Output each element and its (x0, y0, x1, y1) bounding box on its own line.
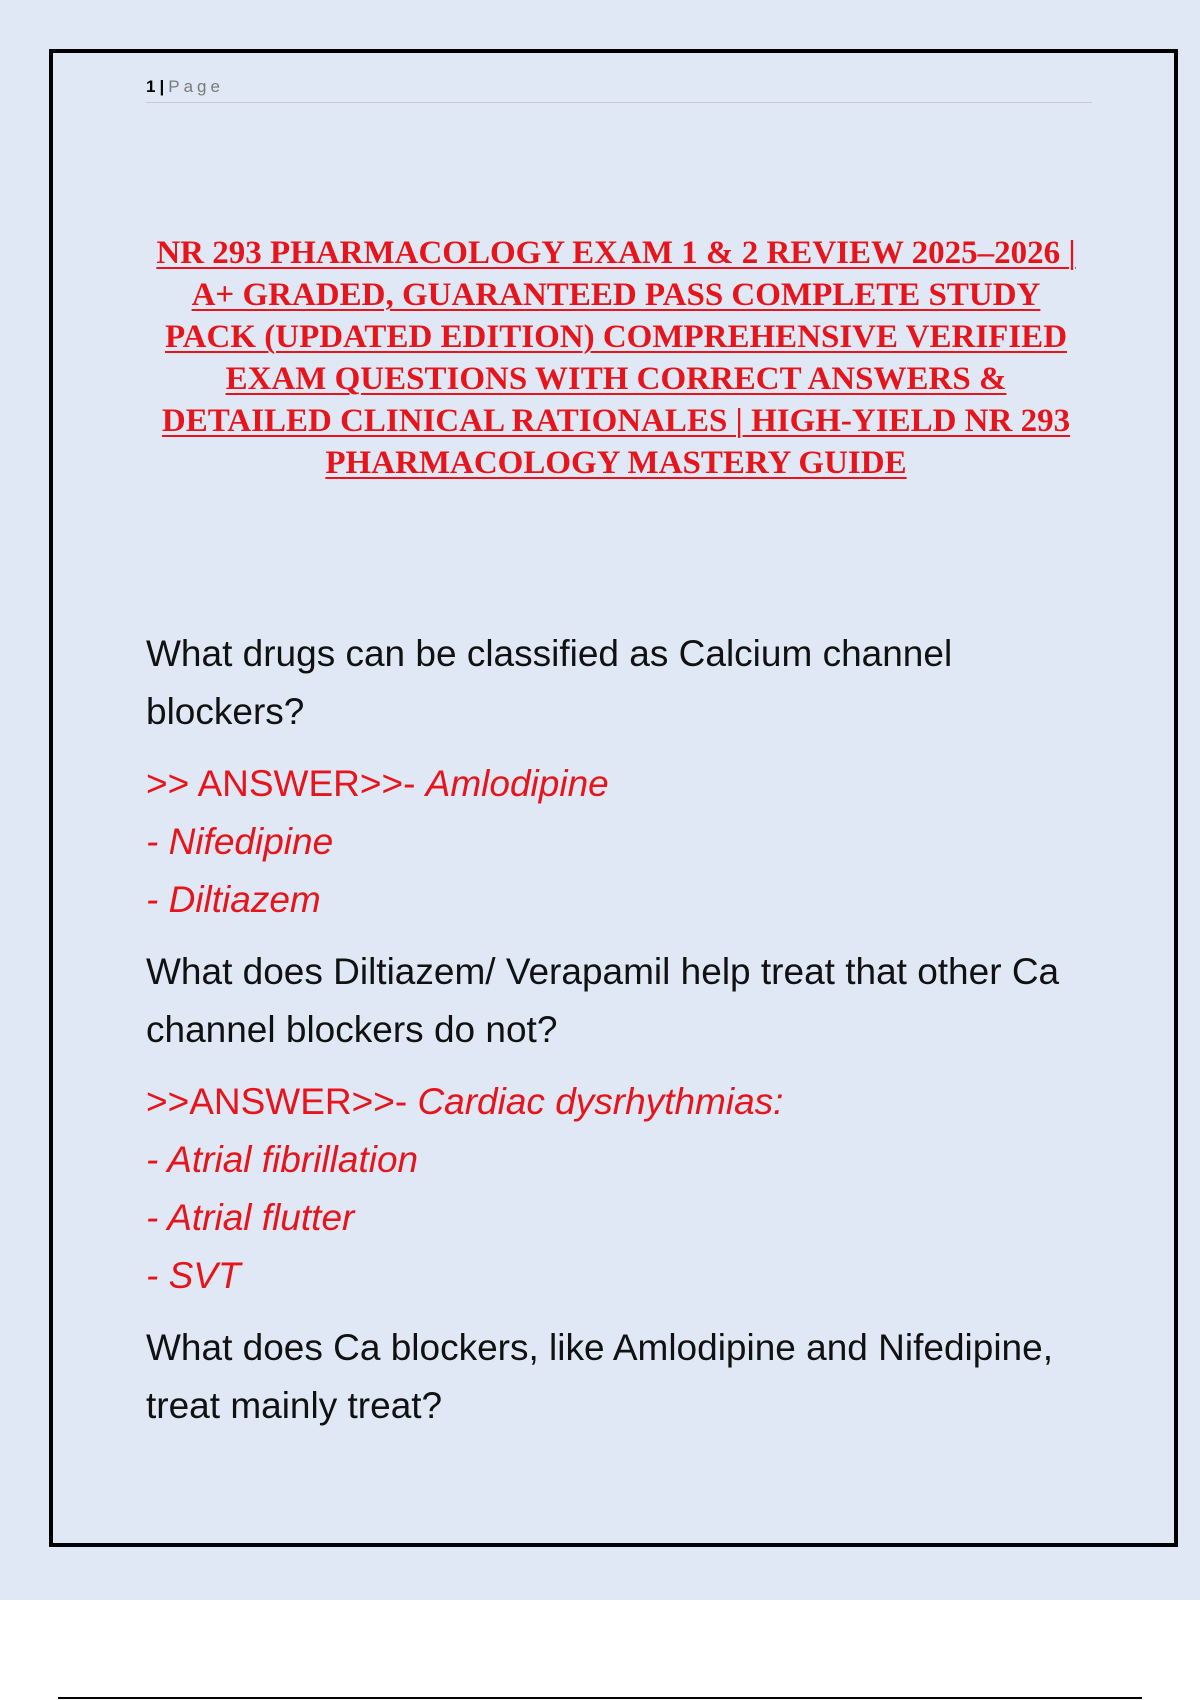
answer-1 (146, 755, 1086, 929)
answer-1-item-diltiazem: - Diltiazem (146, 879, 321, 920)
answer-2-first: Cardiac dysrhythmias: (417, 1081, 784, 1122)
qa-section (146, 625, 1086, 1449)
footer-rule (58, 1697, 1142, 1699)
answer-1-line-2 (146, 813, 1086, 871)
answer-1-first: Amlodipine (425, 763, 609, 804)
answer-1-prefix: >> ANSWER>>- (146, 763, 426, 804)
page-label: Page (168, 77, 224, 96)
answer-2-line-2 (146, 1131, 1086, 1189)
document-title: NR 293 PHARMACOLOGY EXAM 1 & 2 REVIEW 2025–2026 | A+ GRADED, GUARANTEED PASS COMPLETE STUDY PACK (UPDATED EDITION) COMPREHENSIVE VERIFIED EXAM QUESTIONS WITH CORRECT ANSWERS & DETAILED CLINICAL RATIONALES | HIGH-YIELD NR 293 PHARMACOLOGY MASTERY GUIDE (156, 235, 1076, 481)
page-header (146, 76, 1092, 103)
page-number: 1 (146, 77, 156, 96)
answer-2-prefix: >>ANSWER>>- (146, 1081, 418, 1122)
answer-2-line-4 (146, 1247, 1086, 1305)
header-separator: | (159, 77, 165, 96)
answer-2-line-3 (146, 1189, 1086, 1247)
question-3: What does Ca blockers, like Amlodipine and Nifedipine, treat mainly treat? (146, 1327, 1053, 1426)
question-1: What drugs can be classified as Calcium channel blockers? (146, 633, 953, 732)
answer-1-line-1 (146, 755, 1086, 813)
answer-2-item-atrial-fibrillation: - Atrial fibrillation (146, 1139, 419, 1180)
answer-1-item-nifedipine: - Nifedipine (146, 821, 334, 862)
answer-2-item-svt: - SVT (146, 1255, 241, 1296)
question-2: What does Diltiazem/ Verapamil help treat that other Ca channel blockers do not? (146, 951, 1060, 1050)
answer-1-line-3 (146, 871, 1086, 929)
answer-2 (146, 1073, 1086, 1305)
answer-2-item-atrial-flutter: - Atrial flutter (146, 1197, 355, 1238)
answer-2-line-1 (146, 1073, 1086, 1131)
